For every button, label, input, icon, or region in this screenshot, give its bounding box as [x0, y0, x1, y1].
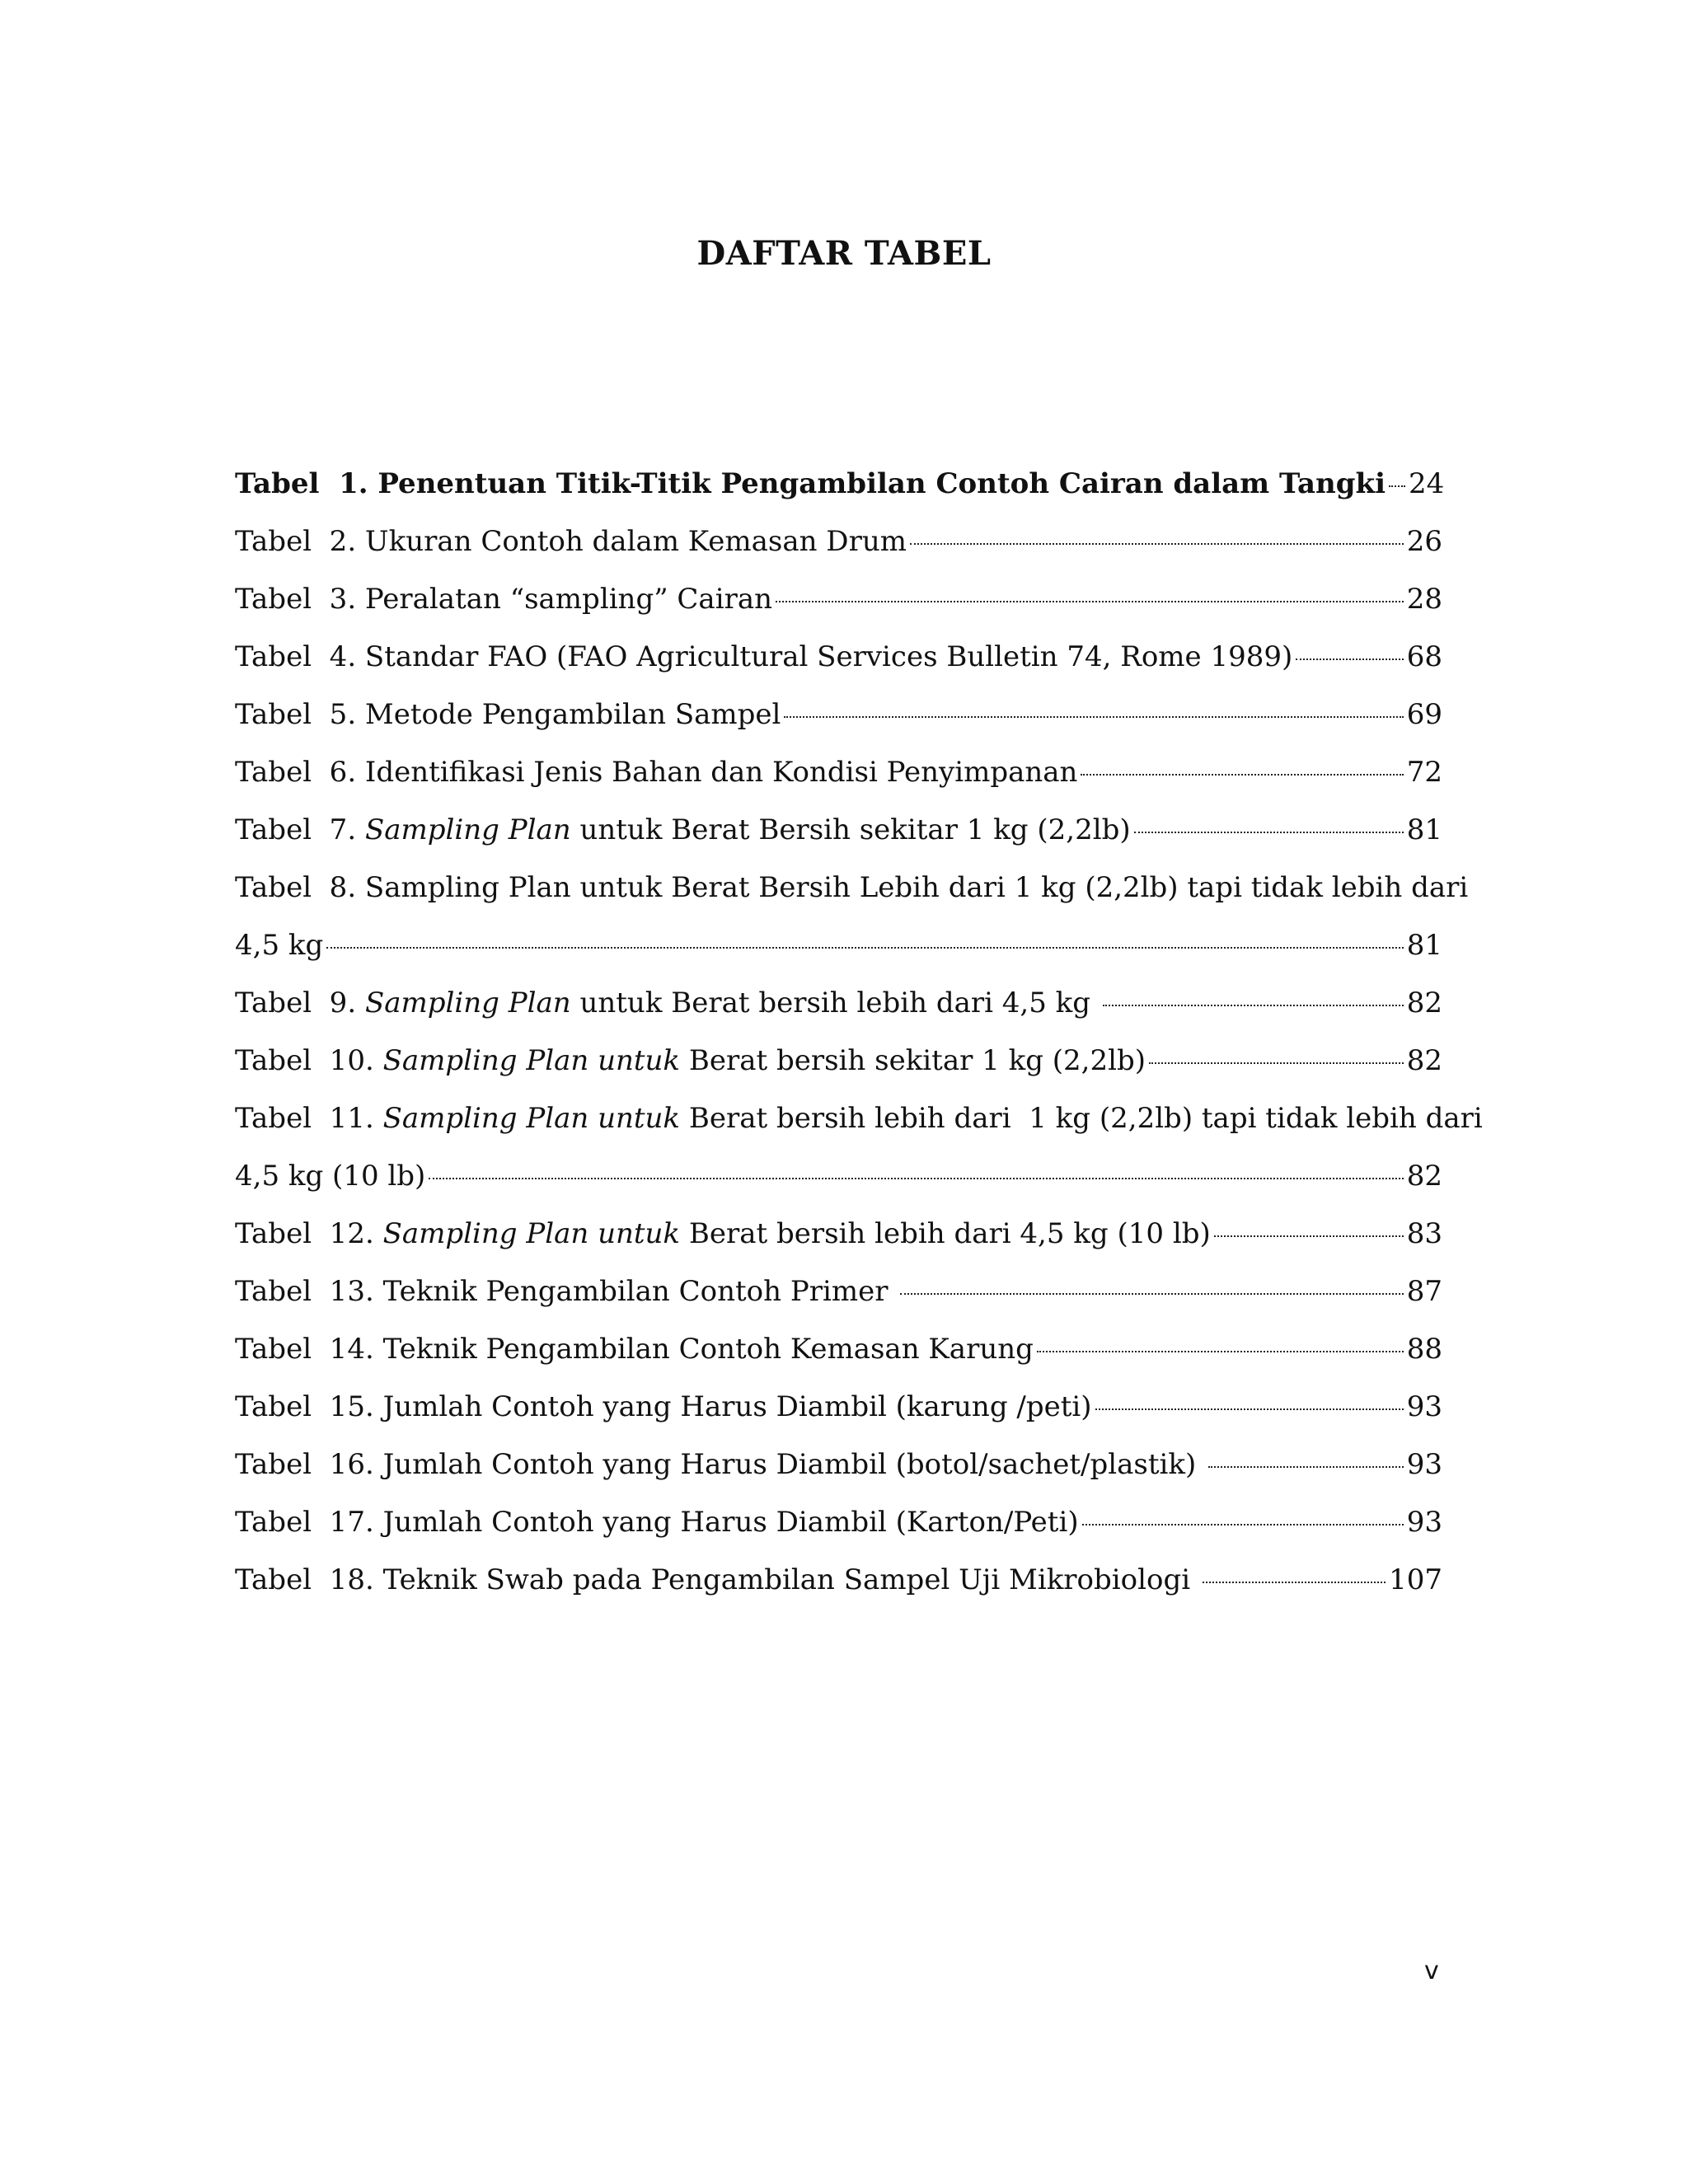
toc-entry-title [235, 513, 907, 570]
toc-entry-title [235, 743, 1077, 801]
dot-leader [1037, 1351, 1404, 1352]
toc-entry-page: 69 [1406, 698, 1442, 731]
toc-entry-title [235, 1205, 1211, 1263]
text: Tabel 8. Sampling Plan untuk Berat Bersih Lebih dari 1 kg (2,2lb) tapi tidak lebih dari [235, 871, 1469, 904]
toc-entry-page: 81 [1406, 929, 1442, 962]
toc-entry-title [235, 1102, 1483, 1135]
italic-text: Sampling Plan untuk [382, 1102, 681, 1135]
text: Tabel 12. [235, 1217, 383, 1250]
toc-entry[interactable] [235, 801, 1442, 859]
toc-entry-page: 93 [1406, 1390, 1442, 1423]
dot-leader [1103, 1005, 1404, 1006]
toc-entry-title [235, 628, 1292, 686]
dot-leader [1149, 1062, 1404, 1064]
toc-entry-page: 93 [1406, 1448, 1442, 1481]
toc-entry[interactable] [235, 1436, 1442, 1493]
toc-entry-page: 107 [1389, 1563, 1442, 1596]
text: Tabel 18. Teknik Swab pada Pengambilan Sampel Uji Mikrobiologi [235, 1563, 1199, 1596]
toc-entry-page: 87 [1406, 1275, 1442, 1308]
dot-leader [1095, 1408, 1404, 1410]
text: untuk Berat Bersih sekitar 1 kg (2,2lb) [570, 813, 1131, 846]
toc-entry-page: 68 [1406, 640, 1442, 673]
text: Tabel 10. [235, 1044, 383, 1077]
text: Tabel 4. Standar FAO (FAO Agricultural Services Bulletin 74, Rome 1989) [235, 640, 1293, 673]
italic-text: Sampling Plan untuk [382, 1217, 681, 1250]
text: Tabel 6. Identifikasi Jenis Bahan dan Kondisi Penyimpanan [235, 756, 1078, 789]
toc-entry[interactable] [235, 1493, 1442, 1551]
toc-entry-page: 82 [1406, 1044, 1442, 1077]
toc-entry[interactable] [235, 1320, 1442, 1378]
dot-leader [1389, 485, 1405, 487]
page-number: v [1424, 1957, 1439, 1985]
text: Tabel 7. [235, 813, 365, 846]
toc-entry-title [235, 974, 1100, 1032]
toc-entry-page: 81 [1406, 813, 1442, 846]
toc-entry[interactable] [235, 628, 1442, 686]
italic-text: Sampling Plan [364, 813, 571, 846]
dot-leader [1081, 774, 1403, 776]
text: Berat bersih lebih dari 1 kg (2,2lb) tapi tidak lebih dari [680, 1102, 1483, 1135]
toc-entry[interactable] [235, 1205, 1442, 1263]
toc-entry[interactable] [235, 1551, 1442, 1609]
text: Tabel 11. [235, 1102, 383, 1135]
dot-leader [1296, 658, 1403, 660]
toc-entry-page: 83 [1406, 1217, 1442, 1250]
toc-entry-page: 28 [1406, 583, 1442, 616]
text: untuk Berat bersih lebih dari 4,5 kg [570, 987, 1100, 1019]
toc-entry-page: 24 [1409, 467, 1445, 500]
toc-entry[interactable] [235, 743, 1442, 801]
dot-leader [1082, 1524, 1404, 1526]
dot-leader [1134, 832, 1404, 833]
toc-entry-title [235, 570, 772, 628]
toc-entry[interactable] [235, 1263, 1442, 1320]
text: Tabel 17. Jumlah Contoh yang Harus Diambil (Karton/Peti) [235, 1506, 1079, 1539]
dot-leader [429, 1178, 1403, 1179]
text: Tabel 2. Ukuran Contoh dalam Kemasan Drum [235, 525, 907, 558]
toc-entry-title [235, 686, 781, 743]
text: Berat bersih lebih dari 4,5 kg (10 lb) [680, 1217, 1211, 1250]
toc-entry-title [235, 1378, 1092, 1436]
toc-entry-page: 88 [1406, 1333, 1442, 1366]
toc-entry-page: 82 [1406, 987, 1442, 1019]
text: Tabel 16. Jumlah Contoh yang Harus Diambil (botol/sachet/plastik) [235, 1448, 1206, 1481]
toc-entry[interactable] [235, 974, 1442, 1032]
text: Tabel 5. Metode Pengambilan Sampel [235, 698, 781, 731]
text: Tabel 1. Penentuan Titik-Titik Pengambilan Contoh Cairan dalam Tangki [235, 467, 1386, 500]
dot-leader [1208, 1466, 1404, 1468]
text: Tabel 15. Jumlah Contoh yang Harus Diambil (karung /peti) [235, 1390, 1092, 1423]
text: Tabel 9. [235, 987, 365, 1019]
dot-leader [776, 601, 1404, 602]
dot-leader [910, 543, 1404, 545]
toc-entry[interactable] [235, 1090, 1483, 1205]
toc-entry-title [235, 455, 1386, 513]
dot-leader [1214, 1235, 1404, 1237]
toc-entry-title-continued: 4,5 kg (10 lb) [235, 1160, 426, 1193]
text: Tabel 13. Teknik Pengambilan Contoh Primer [235, 1275, 898, 1308]
text: Berat bersih sekitar 1 kg (2,2lb) [680, 1044, 1146, 1077]
toc-entry[interactable] [235, 1032, 1442, 1090]
toc-entry-title [235, 1263, 897, 1320]
toc-entry-page: 72 [1406, 756, 1442, 789]
toc-entry-title [235, 1320, 1034, 1378]
toc-entry[interactable] [235, 1378, 1442, 1436]
toc-entry[interactable] [235, 686, 1442, 743]
text: Tabel 3. Peralatan “sampling” Cairan [235, 583, 772, 616]
toc-entry-title [235, 1436, 1205, 1493]
dot-leader [784, 716, 1403, 718]
toc-entry-title [235, 871, 1468, 904]
toc-entry-title [235, 1493, 1079, 1551]
toc-entry[interactable] [235, 455, 1445, 513]
dot-leader [1203, 1582, 1386, 1583]
toc-entry[interactable] [235, 513, 1442, 570]
toc-entry-title [235, 1551, 1199, 1609]
italic-text: Sampling Plan [364, 987, 571, 1019]
dot-leader [900, 1293, 1403, 1295]
toc-entry[interactable] [235, 570, 1442, 628]
dot-leader [326, 947, 1403, 949]
toc-entry-title-continued: 4,5 kg [235, 929, 324, 962]
page-title: DAFTAR TABEL [696, 234, 992, 273]
toc-entry-title [235, 1032, 1146, 1090]
italic-text: Sampling Plan untuk [382, 1044, 681, 1077]
toc-entry-title [235, 801, 1131, 859]
toc-entry-page: 82 [1406, 1160, 1442, 1193]
text: Tabel 14. Teknik Pengambilan Contoh Kemasan Karung [235, 1333, 1034, 1366]
toc-entry-page: 26 [1406, 525, 1442, 558]
table-list [235, 455, 1483, 1609]
toc-entry-page: 93 [1406, 1506, 1442, 1539]
toc-entry[interactable] [235, 859, 1469, 974]
